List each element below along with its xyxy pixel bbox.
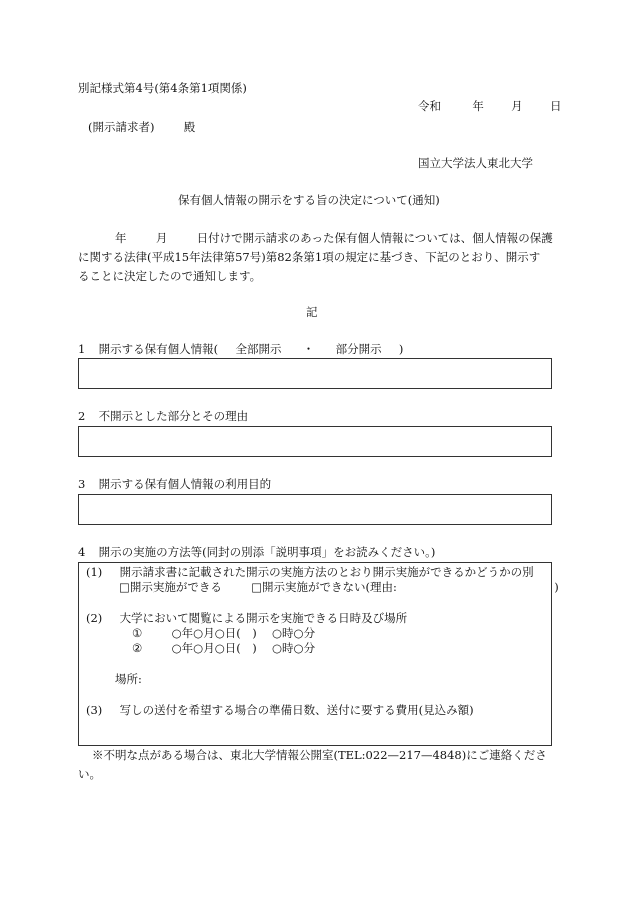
body-rest: 日付けで開示請求のあった保有個人情報については、個人情報の保護 xyxy=(196,231,553,245)
body-month: 月 xyxy=(155,231,168,245)
date-year: 年 xyxy=(472,99,484,113)
slot-date: ○年○月○日( ) xyxy=(171,626,257,640)
section-1-heading xyxy=(78,343,403,357)
form-id: 別記様式第4号(第4条第1項関係) xyxy=(78,81,247,95)
item-1-text: 開示請求書に記載された開示の実施方法のとおり開示実施ができるかどうかの別 xyxy=(119,565,534,579)
choice-can-disclose: □開示実施ができる xyxy=(119,580,222,594)
item-1-choices xyxy=(119,581,559,595)
section-4-heading xyxy=(78,546,435,560)
section-2-box xyxy=(78,426,552,457)
section-3-number: 3 xyxy=(78,477,86,491)
item-3-text: 写しの送付を希望する場合の準備日数、送付に要する費用(見込み額) xyxy=(119,703,474,717)
slot-mark: ① xyxy=(132,626,143,640)
slot-mark: ② xyxy=(132,641,143,655)
section-3-box xyxy=(78,494,552,525)
schedule-slot xyxy=(132,642,315,656)
contact-note-line-1: ※不明な点がある場合は、東北大学情報公開室(TEL:022—217—4848)にご連絡くださ xyxy=(92,748,547,762)
item-3-line xyxy=(86,704,474,718)
section-3-label: 開示する保有個人情報の利用目的 xyxy=(98,477,272,491)
date-era: 令和 xyxy=(418,99,441,113)
item-3-number: (3) xyxy=(86,703,103,717)
item-1-line xyxy=(86,566,534,580)
section-1-box xyxy=(78,358,552,389)
date-line xyxy=(418,100,561,114)
issuer: 国立大学法人東北大学 xyxy=(418,156,533,170)
recipient-suffix: 殿 xyxy=(183,120,196,134)
option-partial-disclosure: 部分開示 xyxy=(335,342,382,356)
schedule-slot xyxy=(132,627,315,641)
option-separator: ・ xyxy=(302,342,315,356)
choice-cannot-disclose: □開示実施ができない(理由: xyxy=(251,580,397,594)
recipient-label: (開示請求者) xyxy=(88,120,155,134)
section-4-box xyxy=(78,562,559,746)
recipient-line xyxy=(88,121,195,135)
place-label: 場所: xyxy=(115,672,142,686)
choice-reason-close: ) xyxy=(554,580,559,594)
body-year: 年 xyxy=(115,231,127,245)
date-day: 日 xyxy=(549,99,562,113)
section-1-number: 1 xyxy=(78,342,86,356)
slot-date: ○年○月○日( ) xyxy=(171,641,257,655)
body-line-3: ることに決定したので通知します。 xyxy=(78,269,262,283)
section-2-number: 2 xyxy=(78,409,86,423)
ki-heading: 記 xyxy=(306,305,318,319)
item-2-line xyxy=(86,612,407,626)
section-3-heading xyxy=(78,478,271,492)
date-month: 月 xyxy=(511,99,523,113)
item-1-number: (1) xyxy=(86,565,103,579)
section-1-label: 開示する保有個人情報( xyxy=(98,342,219,356)
option-full-disclosure: 全部開示 xyxy=(235,342,282,356)
item-2-number: (2) xyxy=(86,611,103,625)
section-1-close: ) xyxy=(398,342,404,356)
section-2-label: 不開示とした部分とその理由 xyxy=(98,409,249,423)
section-2-heading xyxy=(78,410,248,424)
item-2-text: 大学において閲覧による開示を実施できる日時及び場所 xyxy=(119,611,408,625)
slot-time: ○時○分 xyxy=(272,641,316,655)
contact-note-line-2: い。 xyxy=(78,767,101,781)
slot-time: ○時○分 xyxy=(272,626,316,640)
document-title: 保有個人情報の開示をする旨の決定について(通知) xyxy=(178,193,440,207)
body-line-2: に関する法律(平成15年法律第57号)第82条第1項の規定に基づき、下記のとおり、開示す xyxy=(78,250,541,264)
section-4-label: 開示の実施の方法等(同封の別添「説明事項」をお読みください。) xyxy=(98,545,436,559)
section-4-number: 4 xyxy=(78,545,86,559)
body-line-1 xyxy=(115,232,553,246)
